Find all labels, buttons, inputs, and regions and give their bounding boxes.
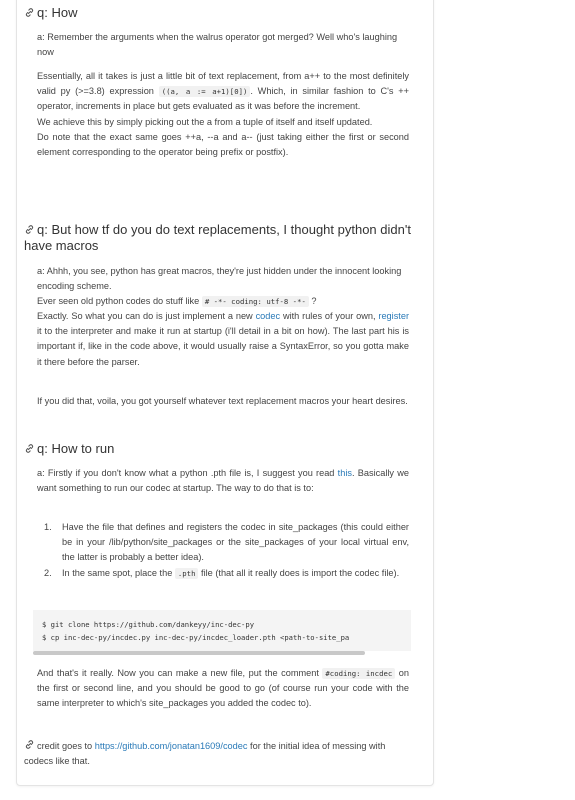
register-link[interactable]: register (378, 311, 410, 321)
codec-link[interactable]: codec (255, 311, 281, 321)
credit-paragraph (24, 739, 409, 769)
text: it to the interpreter and make it run at startup (i'll detail in a bit on how). The last part his is important if, like in the code above, it would usually raise a SyntaxError, so you gotta make it there before the parser. (37, 326, 409, 367)
paragraph (37, 69, 409, 160)
text: Have the file that defines and registers the codec in site_packages (this could either be in your /lib/python/site_packages or the site_packages of your local virtual env, the latter is probably a better idea). (62, 522, 409, 563)
paragraph (37, 309, 409, 370)
text: Do note that the exact same goes ++a, --a and a-- (just taking either the first or second element corresponding to the operator being prefix or postfix). (37, 131, 409, 158)
heading-macros (24, 222, 414, 254)
steps-list (44, 520, 409, 581)
list-item (44, 520, 409, 566)
inline-code: ((a, a := a+1)[0]) (159, 86, 251, 97)
heading-how-to-run (24, 441, 114, 457)
paragraph (37, 394, 409, 409)
list-number: 1. (44, 522, 52, 532)
inline-code: #coding: incdec (322, 668, 395, 679)
answer-text: a: Remember the arguments when the walrus operator got merged? Well who's laughing now (37, 32, 398, 58)
text: a: Ahhh, you see, python has great macros, they're just hidden under the innocent looking encoding scheme. (37, 266, 402, 292)
link-icon[interactable] (24, 7, 35, 18)
heading-how (24, 5, 77, 21)
text: And that's it really. Now you can make a new file, put the comment (37, 668, 319, 678)
paragraph (37, 30, 409, 60)
text: with rules of your own, (282, 311, 376, 321)
codec-repo-link[interactable]: https://github.com/jonatan1609/codec (94, 741, 248, 751)
paragraph (37, 666, 409, 712)
text: on the first or second line, and you should be good to go (of course run your code with the same interpreter to which's site_packages you added the codec to). (37, 668, 409, 709)
list-item (44, 566, 409, 581)
link-icon[interactable] (24, 443, 35, 454)
text: In the same spot, place the (62, 567, 173, 578)
text: Essentially, all it takes is just a little bit of text replacement, from a++ to the most definitely valid py (>=3.8) expression (37, 71, 409, 97)
heading-text: q: How (37, 5, 78, 20)
link-icon[interactable] (24, 739, 35, 750)
text: We achieve this by simply picking out the a from a tuple of itself and itself updated. (37, 116, 373, 127)
this-link[interactable]: this (337, 468, 352, 478)
code-block[interactable] (33, 610, 411, 651)
paragraph (37, 264, 409, 310)
paragraph (37, 466, 409, 496)
horizontal-scrollbar[interactable] (33, 651, 365, 655)
list-number: 2. (44, 567, 52, 578)
text: Exactly. So what you can do is just implement a new (37, 311, 253, 321)
code-line: $ git clone https://github.com/dankeyy/inc-dec-py (42, 620, 255, 629)
inline-code: # -*- coding: utf-8 -*- (202, 296, 309, 307)
text: Ever seen old python codes do stuff like (37, 296, 200, 307)
text: a: Firstly if you don't know what a python .pth file is, I suggest you read (37, 468, 335, 478)
text: file (that all it really does is import the codec file). (201, 567, 400, 578)
heading-text: q: How to run (37, 441, 115, 456)
text: . Basically we want something to run our codec at startup. The way to do that is to: (37, 468, 409, 494)
link-icon[interactable] (24, 224, 35, 235)
text: for the initial idea of messing with codecs like that. (24, 741, 386, 767)
code-line: $ cp inc-dec-py/incdec.py inc-dec-py/incdec_loader.pth <path-to-site_pa (42, 633, 350, 642)
inline-code: .pth (175, 568, 199, 579)
text: ? (311, 296, 317, 307)
text: credit goes to (37, 741, 93, 751)
text: If you did that, voila, you got yourself whatever text replacement macros your heart desires. (37, 396, 408, 406)
heading-text: q: But how tf do you do text replacements, I thought python didn't have macros (24, 222, 411, 253)
text: . Which, in similar fashion to C's ++ operator, increments in place but gets evaluated as it was before the increment. (37, 86, 409, 112)
